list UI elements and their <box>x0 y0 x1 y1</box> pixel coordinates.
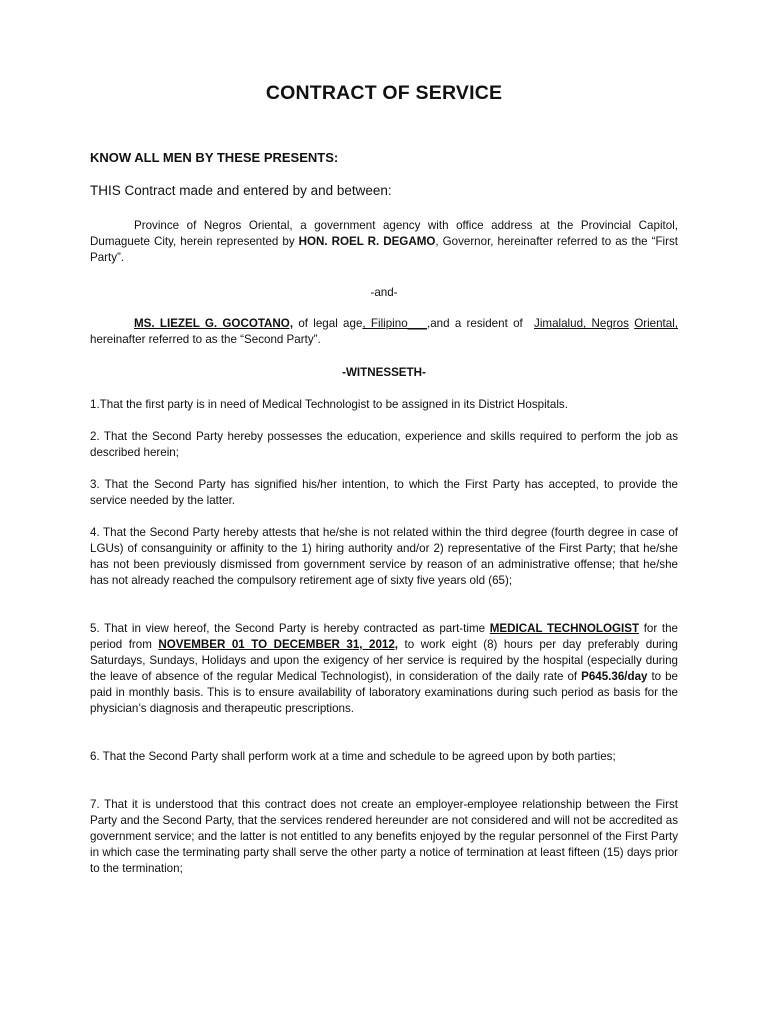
clause-3: 3. That the Second Party has signified his/her intention, to which the First Party has accepted, to provide the service needed by the latter. <box>90 478 678 507</box>
second-party-residence-2: Oriental, <box>634 317 679 330</box>
clause-5-rate: P645.36/day <box>581 670 648 683</box>
first-party-representative: HON. ROEL R. DEGAMO <box>298 235 436 248</box>
clause-5-text-1: 5. That in view hereof, the Second Party is hereby contracted as part-time <box>90 622 490 635</box>
second-party-paragraph <box>90 316 678 348</box>
clause-7: 7. That it is understood that this contract does not create an employer-employee relationship between the First Party and the Second Party, that the services rendered hereunder are not considered and will not be accredited as government service; and the latter is not entitled to any benefits enjoyed by the regular personnel of the First Party in which case the terminating party shall serve the other party a notice of termination at least fifteen (15) days prior to the termination; <box>90 798 678 875</box>
clause-4: 4. That the Second Party hereby attests that he/she is not related within the third degree (fourth degree in case of LGUs) of consanguinity or affinity to the 1) hiring authority and/or 2) representative of the First Party; that he/she has not been previously dismissed from government service by reason of an administrative offense; that he/she has not already reached the compulsory retirement age of sixty five years old (65); <box>90 526 678 587</box>
and-separator: -and- <box>370 286 398 299</box>
clause-6: 6. That the Second Party shall perform work at a time and schedule to be agreed upon by both parties; <box>90 750 616 763</box>
second-party-text-3: hereinafter referred to as the “Second Party”. <box>90 333 321 346</box>
document-page <box>90 0 678 1024</box>
clause-5-period: NOVEMBER 01 TO DECEMBER 31, 2012, <box>158 638 399 651</box>
clause-2: 2. That the Second Party hereby possesses the education, experience and skills required to perform the job as described herein; <box>90 430 678 459</box>
clause-5-text-4: to be paid in monthly basis. This is to ensure availability of laboratory examinations during such period as basis for the physician’s diagnosis and therapeutic prescriptions. <box>90 670 678 715</box>
intro-line: THIS Contract made and entered by and between: <box>90 183 392 198</box>
first-party-paragraph <box>90 218 678 266</box>
second-party-residence-1: Jimalalud, Negros <box>534 317 629 330</box>
clause-5-text-3: to work eight (8) hours per day preferably during Saturdays, Sundays, Holidays and upon the exigency of her service is required by the hospital (especially during the leave of absence of the regular Medical Technologist), in consideration of the daily rate of <box>90 638 678 683</box>
second-party-name: MS. LIEZEL G. GOCOTANO, <box>134 317 294 330</box>
know-all-heading: KNOW ALL MEN BY THESE PRESENTS: <box>90 150 339 165</box>
clause-1: 1.That the first party is in need of Medical Technologist to be assigned in its District Hospitals. <box>90 398 568 411</box>
witnesseth-heading: -WITNESSETH- <box>342 366 426 379</box>
second-party-nationality: , Filipino___ <box>362 317 427 330</box>
clause-5-position: MEDICAL TECHNOLOGIST <box>489 622 640 635</box>
clause-5-text-2: for the period from <box>90 622 679 651</box>
first-party-text-2: , Governor, hereinafter referred to as the “First Party”. <box>90 235 678 264</box>
second-party-text-1: of legal age <box>293 317 363 330</box>
first-party-text-1: Province of Negros Oriental, a government agency with office address at the Provincial Capitol, Dumaguete City, herein represented by <box>90 219 678 248</box>
clause-5 <box>90 621 678 717</box>
second-party-text-2: ,and a resident of <box>426 317 529 330</box>
document-title: CONTRACT OF SERVICE <box>265 82 503 104</box>
